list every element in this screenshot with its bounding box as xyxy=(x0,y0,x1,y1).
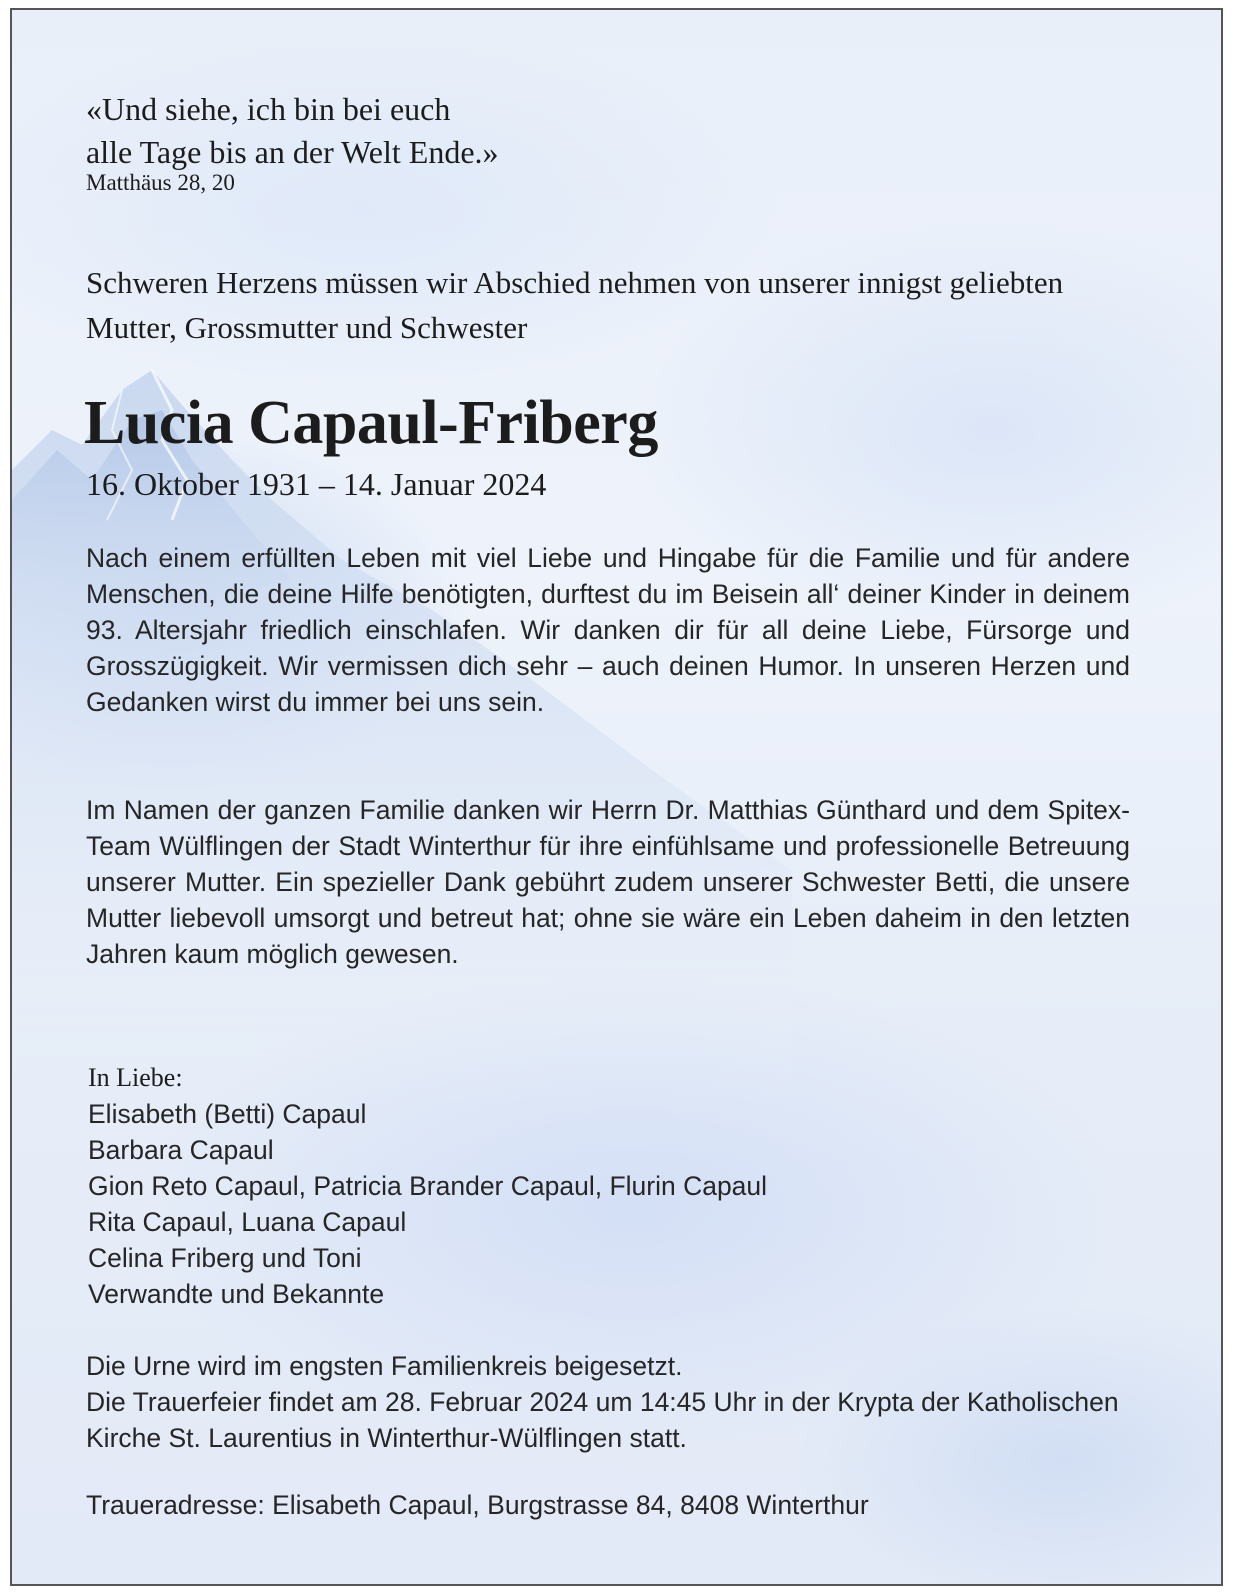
intro-text: Schweren Herzens müssen wir Abschied nehmen von unserer innigst geliebten Mutter, Grossmutter und Schwester xyxy=(86,265,1064,345)
verse-reference: Matthäus 28, 20 xyxy=(86,170,235,195)
mourner-name: Verwandte und Bekannte xyxy=(88,1279,385,1309)
service-info xyxy=(86,1348,1130,1456)
verse-line-2: alle Tage bis an der Welt Ende.» xyxy=(86,134,499,170)
burial-note: Die Urne wird im engsten Familienkreis beigesetzt. xyxy=(86,1351,683,1381)
mourner-name: Celina Friberg und Toni xyxy=(88,1243,362,1273)
obituary-card xyxy=(10,8,1223,1586)
verse-line-1: «Und siehe, ich bin bei euch xyxy=(86,91,451,127)
tribute-paragraph: Nach einem erfüllten Leben mit viel Liebe und Hingabe für die Familie und für andere Menschen, die deine Hilfe benötigten, durftest du im Beisein all‘ deiner Kinder in deinem 93. Altersjahr friedlich einschlafen. Wir danken dir für all deine Liebe, Fürsorge und Grosszügigkeit. Wir vermissen dich sehr – auch deinen Humor. In unseren Herzen und Gedanken wirst du immer bei uns sein. xyxy=(86,543,1130,717)
bible-verse xyxy=(86,88,499,174)
life-dates: 16. Oktober 1931 – 14. Januar 2024 xyxy=(86,466,547,502)
deceased-name: Lucia Capaul-Friberg xyxy=(84,389,658,457)
in-love-label: In Liebe: xyxy=(88,1063,183,1092)
mourner-name: Rita Capaul, Luana Capaul xyxy=(88,1207,407,1237)
mourning-address: Traueradresse: Elisabeth Capaul, Burgstrasse 84, 8408 Winterthur xyxy=(86,1490,869,1520)
mourner-name: Barbara Capaul xyxy=(88,1135,274,1165)
thanks-paragraph: Im Namen der ganzen Familie danken wir Herrn Dr. Matthias Günthard und dem Spitex-Team Wülflingen der Stadt Winterthur für ihre einfühlsame und professionelle Betreuung unserer Mutter. Ein spezieller Dank gebührt zudem unserer Schwester Betti, die unsere Mutter liebevoll umsorgt und betreut hat; ohne sie wäre ein Leben daheim in den letzten Jahren kaum möglich gewesen. xyxy=(86,795,1130,969)
mourner-name: Elisabeth (Betti) Capaul xyxy=(88,1099,367,1129)
funeral-details: Die Trauerfeier findet am 28. Februar 2024 um 14:45 Uhr in der Krypta der Katholischen Kirche St. Laurentius in Winterthur-Wülflingen statt. xyxy=(86,1387,1119,1453)
mourner-name: Gion Reto Capaul, Patricia Brander Capaul, Flurin Capaul xyxy=(88,1171,768,1201)
mourners-list xyxy=(88,1096,767,1312)
